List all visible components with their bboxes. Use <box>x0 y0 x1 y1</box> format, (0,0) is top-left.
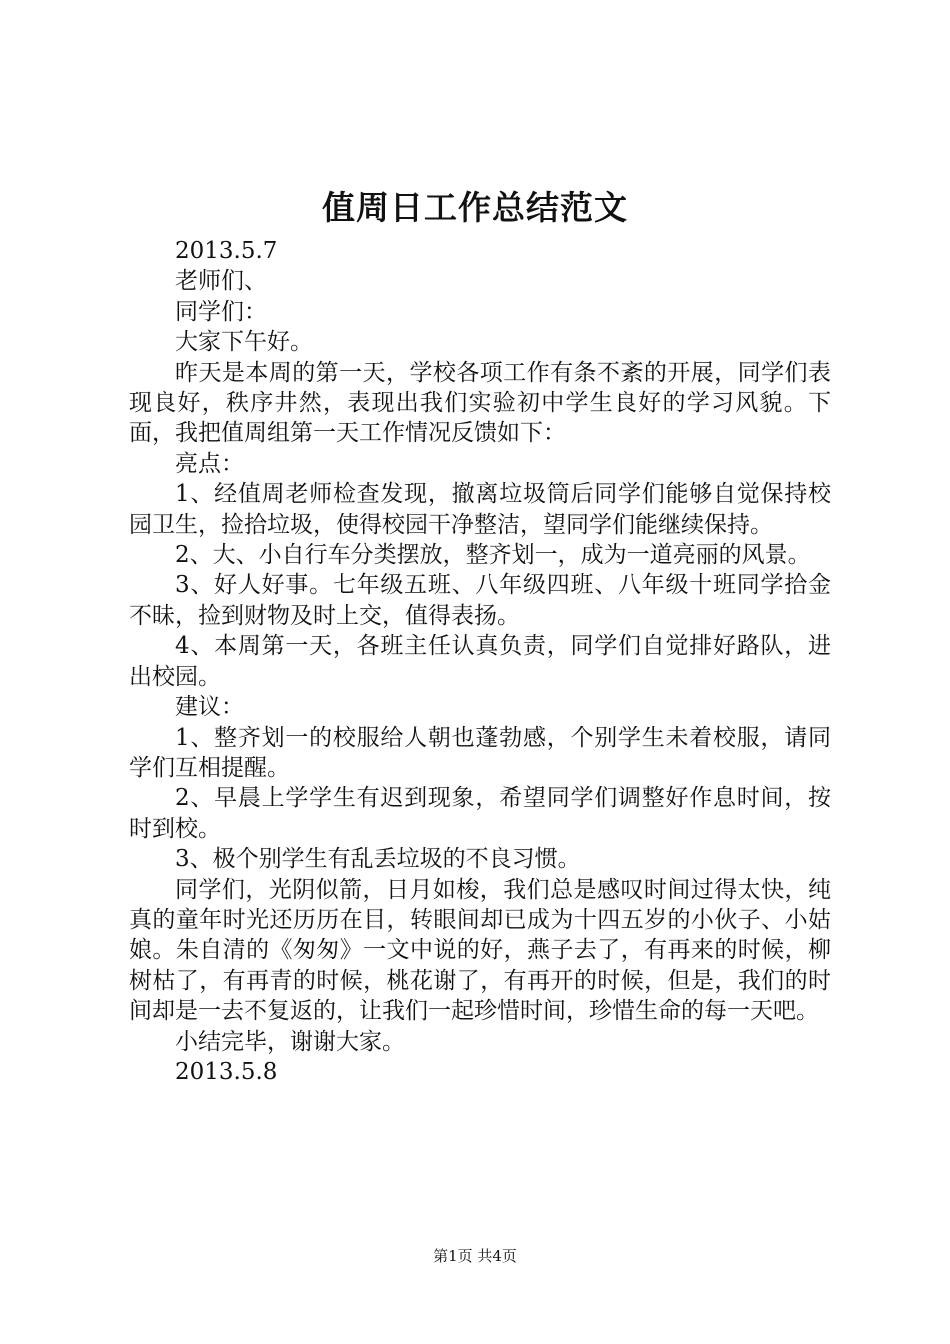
salutation-teachers: 老师们、 <box>175 268 267 295</box>
document-title: 值周日工作总结范文 <box>322 188 628 227</box>
highlight-item-2: 2、大、小自行车分类摆放，整齐划一，成为一道亮丽的风景。 <box>175 542 811 569</box>
date-line: 2013.5.7 <box>175 238 278 264</box>
suggestions-heading: 建议： <box>175 694 244 721</box>
greeting: 大家下午好。 <box>175 329 313 356</box>
highlight-item-3: 3、好人好事。七年级五班、八年级四班、八年级十班同学拾金不昧，捡到财物及时上交，值得表扬。 <box>129 572 831 629</box>
suggestion-item-1: 1、整齐划一的校服给人朝也蓬勃感，个别学生未着校服，请同学们互相提醒。 <box>129 724 831 781</box>
suggestion-item-3: 3、极个别学生有乱丢垃圾的不良习惯。 <box>175 846 581 873</box>
end-date-line: 2013.5.8 <box>175 1058 278 1085</box>
closing-remark: 小结完毕，谢谢大家。 <box>175 1028 405 1055</box>
salutation-students: 同学们： <box>175 298 267 325</box>
suggestion-item-2: 2、早晨上学学生有迟到现象，希望同学们调整好作息时间，按时到校。 <box>129 785 831 842</box>
intro-paragraph: 昨天是本周的第一天，学校各项工作有条不紊的开展，同学们表现良好，秩序井然，表现出我们实验初中学生良好的学习风貌。下面，我把值周组第一天工作情况反馈如下： <box>129 359 831 447</box>
page-footer: 第1页 共4页 <box>433 1247 517 1265</box>
highlight-item-4: 4、本周第一天，各班主任认真负责，同学们自觉排好路队，进出校园。 <box>129 633 831 690</box>
document-body <box>129 236 831 1087</box>
highlights-heading: 亮点： <box>175 450 244 477</box>
closing-paragraph: 同学们，光阴似箭，日月如梭，我们总是感叹时间过得太快，纯真的童年时光还历历在目，转眼间却已成为十四五岁的小伙子、小姑娘。朱自清的《匆匆》一文中说的好，燕子去了，有再来的时候，柳树枯了，有再青的时候，桃花谢了，有再开的时候，但是，我们的时间却是一去不复返的，让我们一起珍惜时间，珍惜生命的每一天吧。 <box>129 876 831 1025</box>
highlight-item-1: 1、经值周老师检查发现，撤离垃圾筒后同学们能够自觉保持校园卫生，捡拾垃圾，使得校园干净整洁，望同学们能继续保持。 <box>129 481 831 538</box>
